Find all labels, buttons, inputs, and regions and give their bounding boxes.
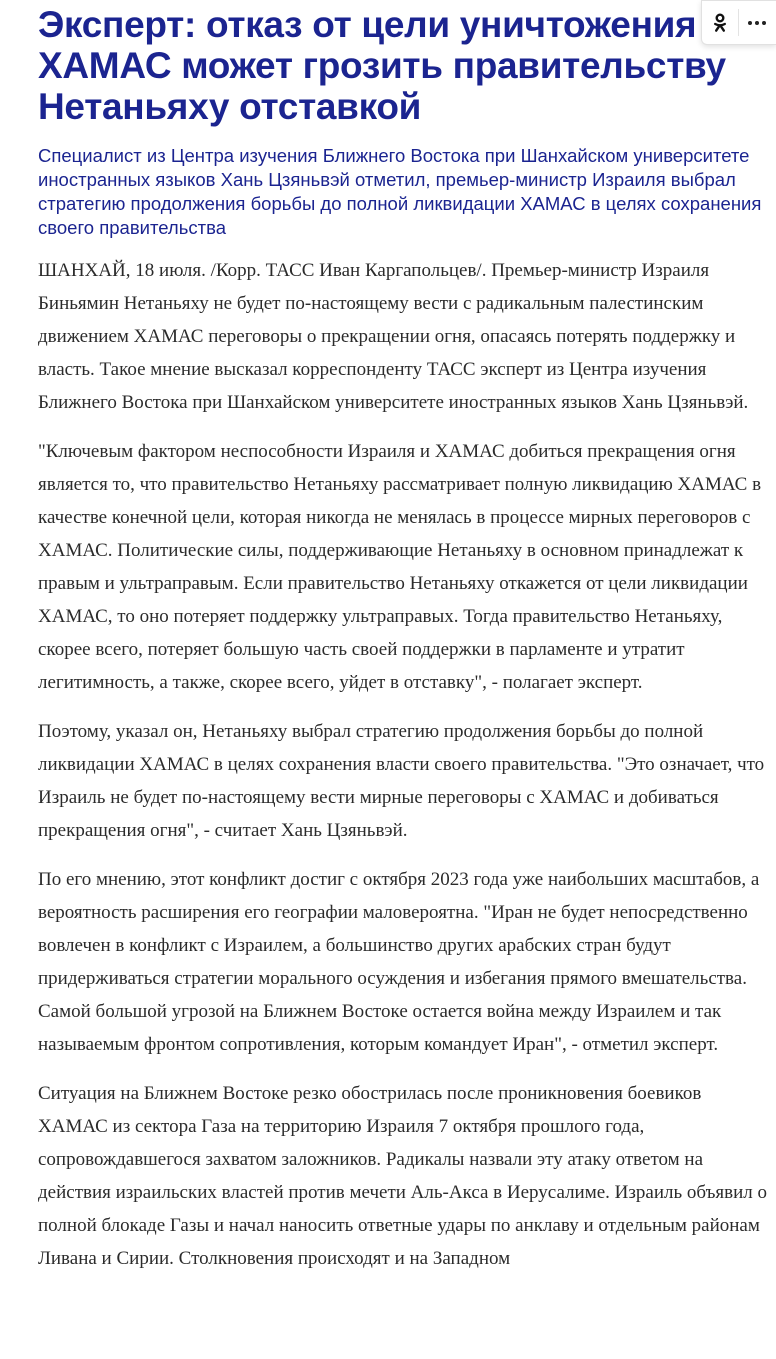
share-panel bbox=[701, 0, 776, 45]
more-dots-icon bbox=[748, 21, 766, 25]
odnoklassniki-icon bbox=[713, 13, 727, 33]
article bbox=[38, 0, 770, 1291]
share-odnoklassniki-button[interactable] bbox=[702, 1, 738, 44]
article-paragraph: Поэтому, указал он, Нетаньяху выбрал стратегию продолжения борьбы до полной ликвидации ХАМАС в целях сохранения власти своего правительства. "Это означает, что Израиль не будет по-настоящему вести мирные переговоры с ХАМАС и добиваться прекращения огня", - считает Хань Цзяньвэй. bbox=[38, 721, 765, 841]
more-options-button[interactable] bbox=[739, 1, 775, 44]
article-paragraph: Ситуация на Ближнем Востоке резко обострилась после проникновения боевиков ХАМАС из сектора Газа на территорию Израиля 7 октября прошлого года, сопровождавшегося захватом заложников. Радикалы назвали эту атаку ответом на действия израильских властей против мечети Аль-Акса в Иерусалиме. Израиль объявил о полной блокаде Газы и начал наносить ответные удары по анклаву и отдельным районам Ливана и Сирии. Столкновения происходят и на Западном bbox=[38, 1083, 768, 1269]
article-paragraph: По его мнению, этот конфликт достиг с октября 2023 года уже наибольших масштабов, а вероятность расширения его географии маловероятна. "Иран не будет непосредственно вовлечен в конфликт с Израилем, а большинство других арабских стран будут придерживаться стратегии морального осуждения и избегания прямого вмешательства. Самой большой угрозой на Ближнем Востоке остается война между Израилем и так называемым фронтом сопротивления, которым командует Иран", - отметил эксперт. bbox=[38, 869, 760, 1055]
article-body bbox=[38, 254, 770, 1275]
article-paragraph: "Ключевым фактором неспособности Израиля и ХАМАС добиться прекращения огня является то, что правительство Нетаньяху рассматривает полную ликвидацию ХАМАС в качестве конечной цели, которая никогда не менялась в процессе мирных переговоров с ХАМАС. Политические силы, поддерживающие Нетаньяху в основном принадлежат к правым и ультраправым. Если правительство Нетаньяху откажется от цели ликвидации ХАМАС, то оно потеряет поддержку ультраправых. Тогда правительство Нетаньяху, скорее всего, потеряет большую часть своей поддержки в парламенте и утратит легитимность, а также, скорее всего, уйдет в отставку", - полагает эксперт. bbox=[38, 441, 762, 693]
article-lead: Специалист из Центра изучения Ближнего Востока при Шанхайском университете иностранных языков Хань Цзяньвэй отметил, премьер-министр Израиля выбрал стратегию продолжения борьбы до полной ликвидации ХАМАС в целях сохранения своего правительства bbox=[38, 145, 762, 238]
article-paragraph: ШАНХАЙ, 18 июля. /Корр. ТАСС Иван Каргапольцев/. Премьер-министр Израиля Биньямин Нетаньяху не будет по-настоящему вести с радикальным палестинским движением ХАМАС переговоры о прекращении огня, опасаясь потерять поддержку и власть. Такое мнение высказал корреспонденту ТАСС эксперт из Центра изучения Ближнего Востока при Шанхайском университете иностранных языков Хань Цзяньвэй. bbox=[38, 260, 749, 413]
article-headline: Эксперт: отказ от цели уничтожения ХАМАС может грозить правительству Нетаньяху отставкой bbox=[38, 4, 726, 127]
